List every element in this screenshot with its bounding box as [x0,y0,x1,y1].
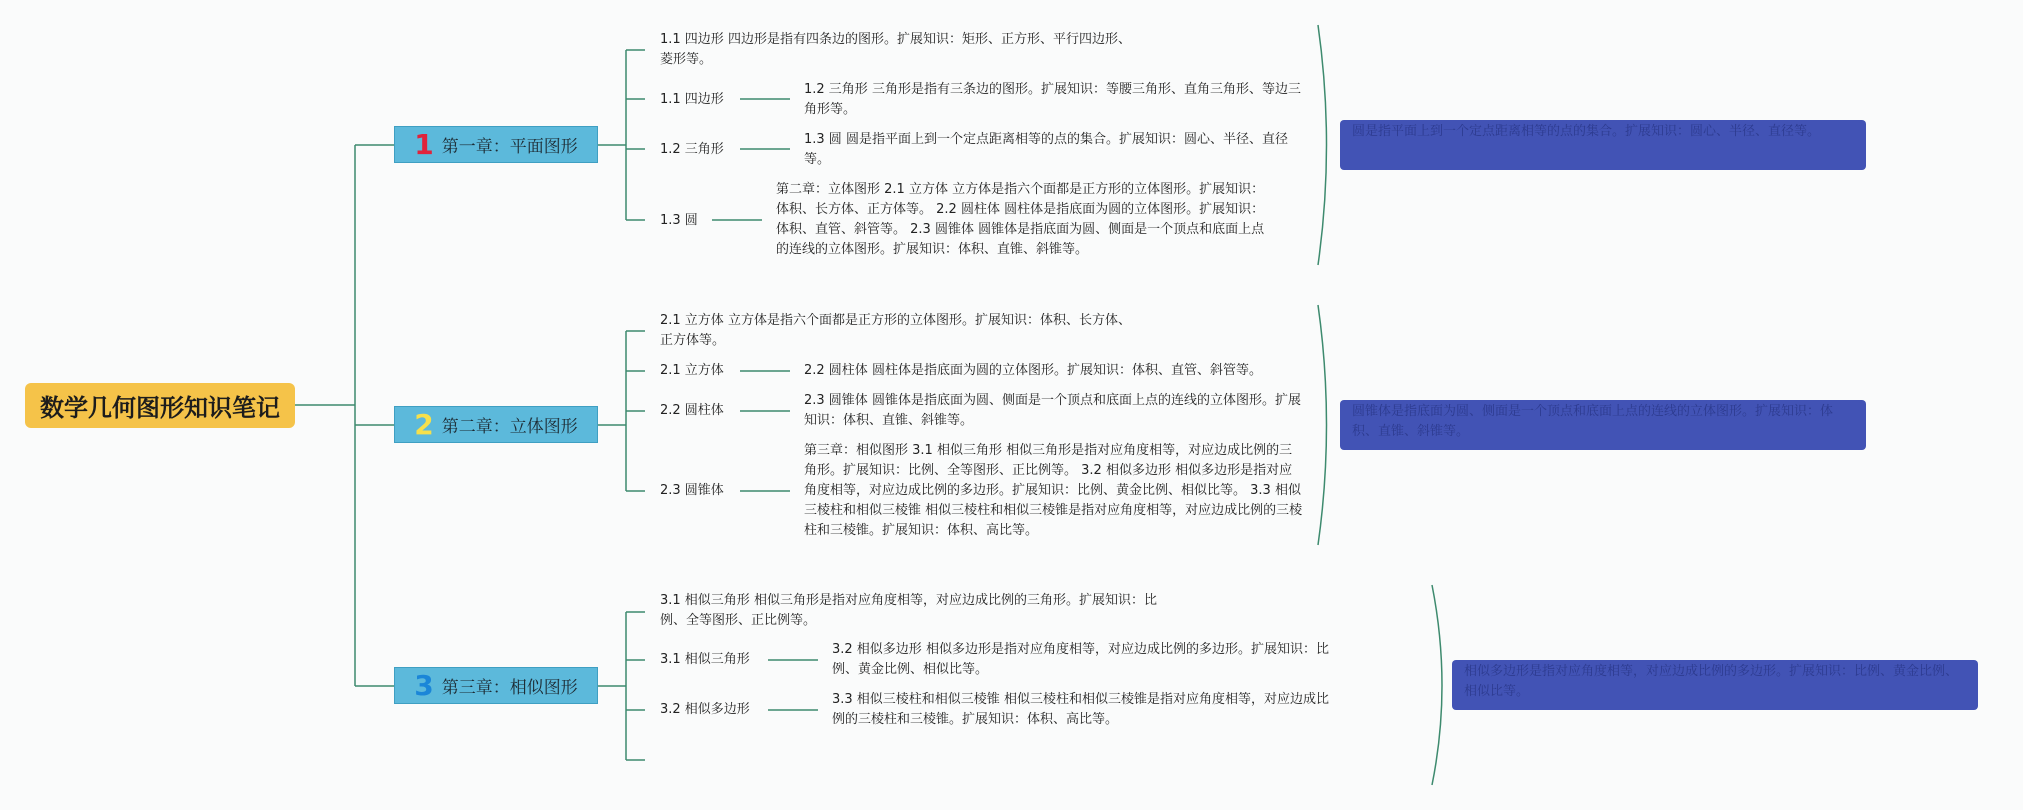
c1-detail-1[interactable]: 1.2 三角形 三角形是指有三条边的图形。扩展知识：等腰三角形、直角三角形、等边三角形等。 [804,82,1301,117]
chapter-2-topic[interactable] [394,406,598,443]
chapter-3-topic[interactable] [394,667,598,704]
root-title: 数学几何图形知识笔记 [40,394,280,422]
chapter-2-number: 2 [414,407,434,441]
c1-item-4[interactable]: 1.3 圆 [660,213,698,228]
c2-detail-3[interactable]: 第三章：相似图形 3.1 相似三角形 相似三角形是指对应角度相等，对应边成比例的三角形。扩展知识：比例、全等图形、正比例等。 3.2 相似多边形 相似多边形是指对应角度相等，对应边成比例的多边形。扩展知识：比例、黄金比例、相似比等。 3.3 相似三棱柱和相似三棱锥 相似三棱柱和相似三棱锥是指对应角度相等，对应边成比例的三棱柱和三棱锥。扩展知识：体积、高比等。 [804,443,1303,538]
c1-item-2[interactable]: 1.1 四边形 [660,92,724,107]
c2-item-2[interactable]: 2.1 立方体 [660,363,724,378]
c1-detail-3[interactable]: 第二章：立体图形 2.1 立方体 立方体是指六个面都是正方形的立体图形。扩展知识：体积、长方体、正方体等。 2.2 圆柱体 圆柱体是指底面为圆的立体图形。扩展知识：体积、直管、斜管等。 2.3 圆锥体 圆锥体是指底面为圆、侧面是一个顶点和底面上点的连线的立体图形。扩展知识：体积、直锥、斜锥等。 [776,182,1265,257]
c2-item-3[interactable]: 2.2 圆柱体 [660,403,724,418]
c1-detail-2[interactable]: 1.3 圆 圆是指平面上到一个定点距离相等的点的集合。扩展知识：圆心、半径、直径等。 [804,132,1288,167]
chapter-3-bracket [1432,585,1442,785]
root-topic[interactable] [25,383,295,428]
c3-detail-2[interactable]: 3.3 相似三棱柱和相似三棱锥 相似三棱柱和相似三棱锥是指对应角度相等，对应边成比例的三棱柱和三棱锥。扩展知识：体积、高比等。 [832,692,1329,727]
c1-item-1[interactable]: 1.1 四边形 四边形是指有四条边的图形。扩展知识：矩形、正方形、平行四边形、菱形等。 [660,32,1131,67]
chapter-3-number: 3 [414,668,434,702]
c2-item-4[interactable]: 2.3 圆锥体 [660,483,724,498]
c3-item-1[interactable]: 3.1 相似三角形 相似三角形是指对应角度相等，对应边成比例的三角形。扩展知识：比例、全等图形、正比例等。 [660,593,1157,628]
c3-detail-1[interactable]: 3.2 相似多边形 相似多边形是指对应角度相等，对应边成比例的多边形。扩展知识：比例、黄金比例、相似比等。 [832,642,1329,677]
c3-item-3[interactable]: 3.2 相似多边形 [660,702,750,717]
chapter-3-label: 第三章：相似图形 [441,678,578,698]
chapter-1-topic[interactable] [394,126,598,163]
chapter-2-label: 第二章：立体图形 [441,417,578,437]
c2-item-1[interactable]: 2.1 立方体 立方体是指六个面都是正方形的立体图形。扩展知识：体积、长方体、正方体等。 [660,313,1131,348]
c2-detail-1[interactable]: 2.2 圆柱体 圆柱体是指底面为圆的立体图形。扩展知识：体积、直管、斜管等。 [804,363,1262,378]
chapter-1-summary[interactable]: 圆是指平面上到一个定点距离相等的点的集合。扩展知识：圆心、半径、直径等。 [1340,120,1866,170]
c3-item-2[interactable]: 3.1 相似三角形 [660,652,750,667]
chapter-3-summary[interactable]: 相似多边形是指对应角度相等，对应边成比例的多边形。扩展知识：比例、黄金比例、相似比等。 [1452,660,1978,710]
c2-detail-2[interactable]: 2.3 圆锥体 圆锥体是指底面为圆、侧面是一个顶点和底面上点的连线的立体图形。扩展知识：体积、直锥、斜锥等。 [804,393,1301,428]
chapter-2-summary[interactable]: 圆锥体是指底面为圆、侧面是一个顶点和底面上点的连线的立体图形。扩展知识：体积、直锥、斜锥等。 [1340,400,1866,450]
chapter-1-label: 第一章：平面图形 [441,137,578,157]
chapter-1-bracket [1318,25,1327,265]
chapter-1-number: 1 [414,127,434,161]
c1-item-3[interactable]: 1.2 三角形 [660,142,724,157]
chapter-2-bracket [1318,305,1327,545]
